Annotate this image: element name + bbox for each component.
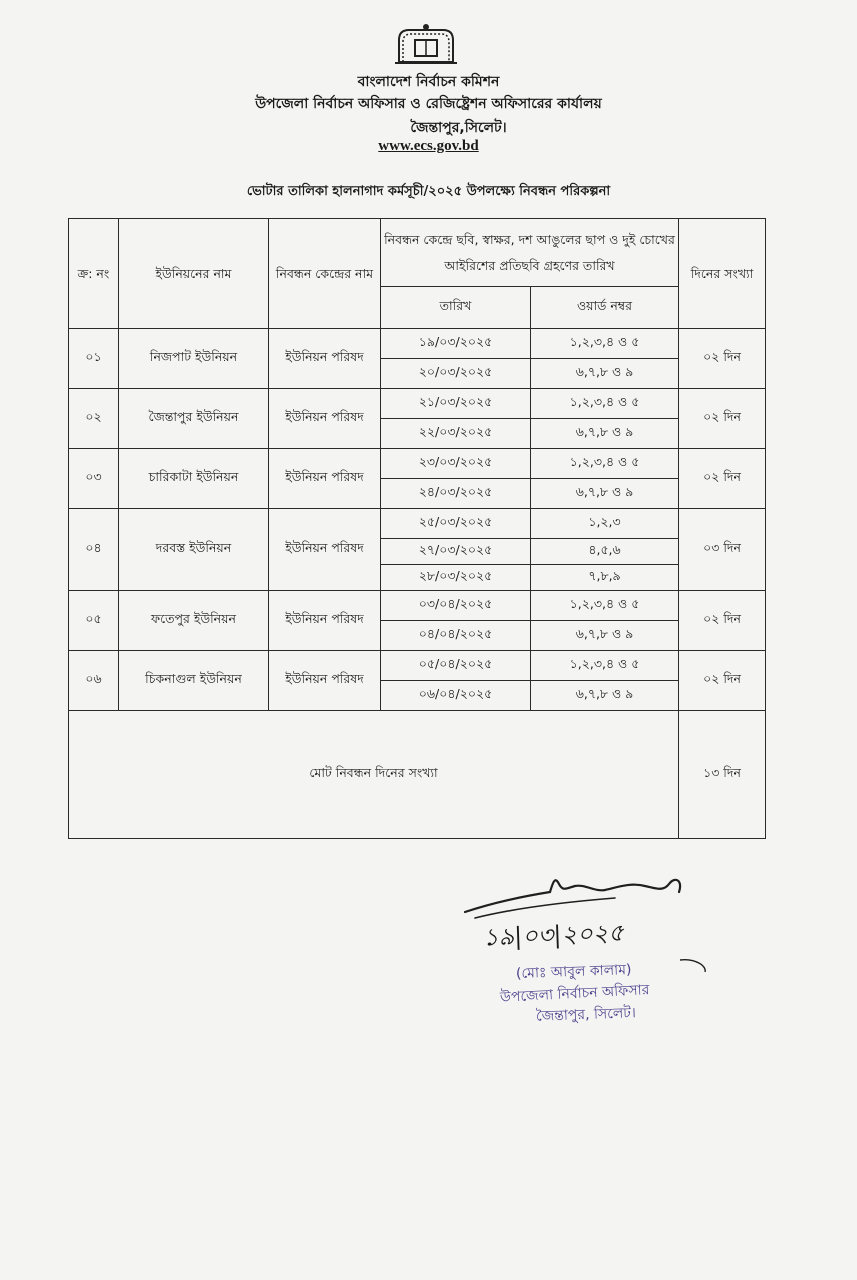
table-row bbox=[69, 449, 766, 479]
cell-serial: ০৫ bbox=[69, 591, 119, 651]
header-center: নিবন্ধন কেন্দ্রের নাম bbox=[269, 219, 381, 329]
cell-union: চিকনাগুল ইউনিয়ন bbox=[119, 651, 269, 711]
cell-date: ২৩/০৩/২০২৫ bbox=[381, 449, 531, 479]
cell-days: ০২ দিন bbox=[679, 449, 766, 509]
cell-wards: ১,২,৩,৪ ও ৫ bbox=[531, 389, 679, 419]
cell-days: ০৩ দিন bbox=[679, 509, 766, 591]
cell-serial: ০১ bbox=[69, 329, 119, 389]
cell-center: ইউনিয়ন পরিষদ bbox=[269, 389, 381, 449]
cell-date: ০৬/০৪/২০২৫ bbox=[381, 681, 531, 711]
cell-center: ইউনিয়ন পরিষদ bbox=[269, 329, 381, 389]
cell-serial: ০৬ bbox=[69, 651, 119, 711]
cell-wards: ৬,৭,৮ ও ৯ bbox=[531, 681, 679, 711]
cell-union: দরবস্ত ইউনিয়ন bbox=[119, 509, 269, 591]
cell-union: চারিকাটা ইউনিয়ন bbox=[119, 449, 269, 509]
cell-wards: ৬,৭,৮ ও ৯ bbox=[531, 419, 679, 449]
cell-wards: ১,২,৩,৪ ও ৫ bbox=[531, 329, 679, 359]
header-process: নিবন্ধন কেন্দ্রে ছবি, স্বাক্ষর, দশ আঙুলের ছাপ ও দুই চোখের আইরিশের প্রতিছবি গ্রহণের তারিখ bbox=[381, 219, 679, 287]
cell-wards: ১,২,৩,৪ ও ৫ bbox=[531, 449, 679, 479]
registration-schedule-table bbox=[68, 218, 766, 839]
header-serial: ক্র: নং bbox=[69, 219, 119, 329]
header-date: তারিখ bbox=[381, 287, 531, 329]
cell-serial: ০৪ bbox=[69, 509, 119, 591]
cell-date: ২১/০৩/২০২৫ bbox=[381, 389, 531, 419]
header-union: ইউনিয়নের নাম bbox=[119, 219, 269, 329]
header-days: দিনের সংখ্যা bbox=[679, 219, 766, 329]
cell-date: ২৪/০৩/২০২৫ bbox=[381, 479, 531, 509]
header-ward: ওয়ার্ড নম্বর bbox=[531, 287, 679, 329]
signatory-designation: উপজেলা নির্বাচন অফিসার bbox=[499, 982, 650, 1006]
cell-date: ২৮/০৩/২০২৫ bbox=[381, 565, 531, 591]
document-subject: ভোটার তালিকা হালনাগাদ কর্মসূচী/২০২৫ উপলক্ষ্যে নিবন্ধন পরিকল্পনা bbox=[246, 184, 611, 199]
cell-days: ০২ দিন bbox=[679, 651, 766, 711]
signature-date: ১৯|০৩|২০২৫ bbox=[482, 918, 625, 952]
cell-date: ০৫/০৪/২০২৫ bbox=[381, 651, 531, 681]
table-header-row bbox=[69, 219, 766, 287]
cell-serial: ০৩ bbox=[69, 449, 119, 509]
cell-wards: ১,২,৩,৪ ও ৫ bbox=[531, 591, 679, 621]
cell-wards: ৪,৫,৬ bbox=[531, 539, 679, 565]
cell-days: ০২ দিন bbox=[679, 591, 766, 651]
table-row bbox=[69, 509, 766, 539]
cell-center: ইউনিয়ন পরিষদ bbox=[269, 449, 381, 509]
org-name: বাংলাদেশ নির্বাচন কমিশন bbox=[357, 74, 500, 90]
cell-center: ইউনিয়ন পরিষদ bbox=[269, 509, 381, 591]
cell-wards: ৬,৭,৮ ও ৯ bbox=[531, 479, 679, 509]
cell-wards: ৬,৭,৮ ও ৯ bbox=[531, 359, 679, 389]
cell-days: ০২ দিন bbox=[679, 329, 766, 389]
table-row bbox=[69, 591, 766, 621]
cell-serial: ০২ bbox=[69, 389, 119, 449]
signatory-place: জৈন্তাপুর, সিলেট। bbox=[535, 1005, 637, 1025]
table-row bbox=[69, 651, 766, 681]
cell-wards: ১,২,৩,৪ ও ৫ bbox=[531, 651, 679, 681]
cell-union: নিজপাট ইউনিয়ন bbox=[119, 329, 269, 389]
total-label: মোট নিবন্ধন দিনের সংখ্যা bbox=[69, 711, 679, 839]
cell-center: ইউনিয়ন পরিষদ bbox=[269, 651, 381, 711]
cell-days: ০২ দিন bbox=[679, 389, 766, 449]
election-commission-logo bbox=[393, 22, 459, 66]
cell-wards: ১,২,৩ bbox=[531, 509, 679, 539]
table-row bbox=[69, 329, 766, 359]
total-row bbox=[69, 711, 766, 839]
website-link[interactable]: www.ecs.gov.bd bbox=[378, 138, 479, 154]
total-days: ১৩ দিন bbox=[679, 711, 766, 839]
cell-date: ২৭/০৩/২০২৫ bbox=[381, 539, 531, 565]
cell-union: ফতেপুর ইউনিয়ন bbox=[119, 591, 269, 651]
table-row bbox=[69, 389, 766, 419]
cell-wards: ৭,৮,৯ bbox=[531, 565, 679, 591]
cell-date: ১৯/০৩/২০২৫ bbox=[381, 329, 531, 359]
office-name: উপজেলা নির্বাচন অফিসার ও রেজিষ্ট্রেশন অফিসারের কার্যালয় bbox=[255, 96, 602, 112]
cell-center: ইউনিয়ন পরিষদ bbox=[269, 591, 381, 651]
cell-date: ২০/০৩/২০২৫ bbox=[381, 359, 531, 389]
signatory-name: (মোঃ আবুল কালাম) bbox=[515, 961, 632, 983]
cell-union: জৈন্তাপুর ইউনিয়ন bbox=[119, 389, 269, 449]
cell-date: ২৫/০৩/২০২৫ bbox=[381, 509, 531, 539]
office-location: জৈন্তাপুর,সিলেট। bbox=[410, 120, 507, 136]
cell-date: ২২/০৩/২০২৫ bbox=[381, 419, 531, 449]
cell-date: ০৩/০৪/২০২৫ bbox=[381, 591, 531, 621]
cell-wards: ৬,৭,৮ ও ৯ bbox=[531, 621, 679, 651]
cell-date: ০৪/০৪/২০২৫ bbox=[381, 621, 531, 651]
